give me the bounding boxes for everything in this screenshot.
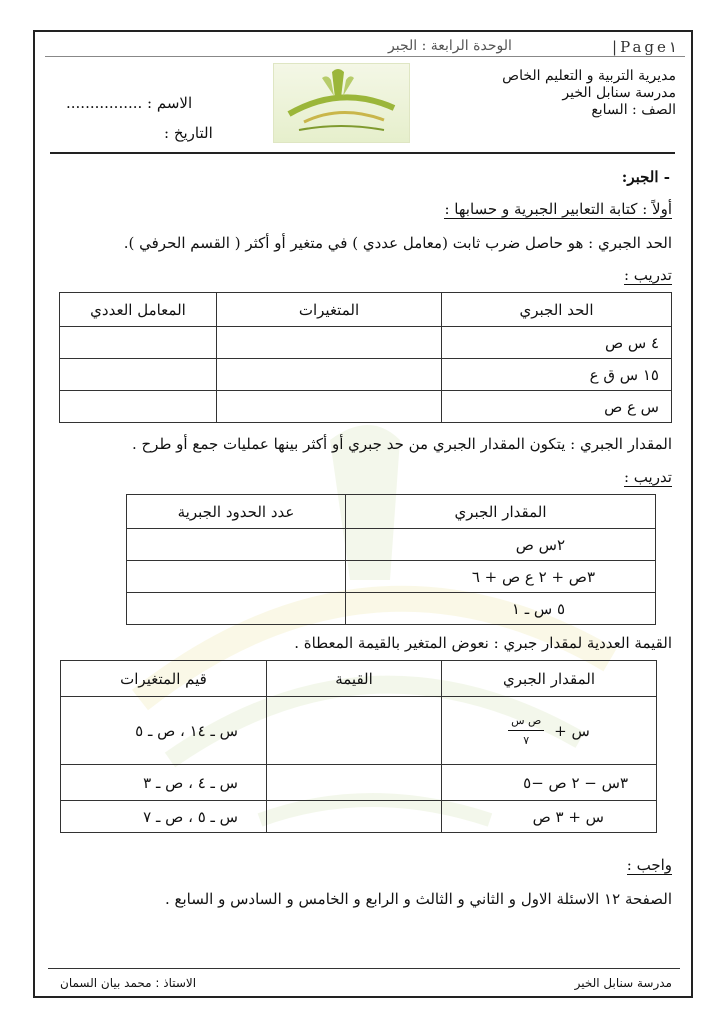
table-row [61,697,657,765]
school-name-line: مدرسة سنابل الخير [562,85,676,101]
exercise1-label: تدريب : [623,266,672,284]
header-expression: المقدار الجبري [442,661,657,697]
expression-definition: المقدار الجبري : يتكون المقدار الجبري من حد جبري أو أكثر بينها عمليات جمع أو طرح . [131,435,672,453]
table-row [127,593,656,625]
term-cell: س ع ص [442,391,672,423]
table-header-row [61,661,657,697]
table-row [60,359,672,391]
variables-cell[interactable] [217,359,442,391]
term-count-cell[interactable] [127,529,346,561]
variable-values-cell: س ـ ٤ ، ص ـ ٣ [61,765,267,801]
expression-cell: ٣س − ٢ ص −٥ [442,765,657,801]
header-coefficient: المعامل العددي [60,293,217,327]
algebraic-terms-table [59,292,672,423]
value-cell[interactable] [267,765,442,801]
page-label: Page [620,38,669,56]
variable-values-cell: س ـ ١٤ ، ص ـ ٥ [61,697,267,765]
header-variable-values: قيم المتغيرات [61,661,267,697]
unit-title: الوحدة الرابعة : الجبر [388,38,512,54]
section-divider [50,152,675,154]
page-number-label: |Page١ [612,38,677,56]
expression-cell [442,697,657,765]
first-heading: أولاً : كتابة التعابير الجبرية و حسابها : [444,200,672,218]
header-expression: المقدار الجبري [346,495,656,529]
term-count-cell[interactable] [127,561,346,593]
footer-school: مدرسة سنابل الخير [574,976,672,990]
page-number: ١ [668,38,677,56]
fraction-bar [508,730,544,731]
expression-cell: س + ٣ ص [442,801,657,833]
table-row [61,801,657,833]
fraction [508,714,544,747]
header-value: القيمة [267,661,442,697]
footer-divider [48,968,680,969]
expression-prefix: س + [554,721,590,740]
table-row [127,529,656,561]
directorate-line: مديرية التربية و التعليم الخاص [502,68,676,84]
expression-cell: ٢س ص [346,529,656,561]
fraction-denominator: ٧ [523,734,530,747]
value-definition: القيمة العددية لمقدار جبري : نعوض المتغير بالقيمة المعطاة . [294,634,672,652]
table-row [61,765,657,801]
term-definition: الحد الجبري : هو حاصل ضرب ثابت (معامل عددي ) في متغير أو أكثر ( القسم الحرفي ). [123,234,672,252]
exercise2-label: تدريب : [623,468,672,486]
table-header-row [127,495,656,529]
algebraic-expressions-table [126,494,656,625]
numerical-value-table [60,660,657,833]
table-row [127,561,656,593]
school-info [502,68,676,119]
wheat-logo-icon [274,64,409,142]
header-term-count: عدد الحدود الجبرية [127,495,346,529]
student-name-label: الاسم : ................ [66,94,193,112]
variables-cell[interactable] [217,327,442,359]
expression-cell: ٥ س ـ ١ [346,593,656,625]
coefficient-cell[interactable] [60,327,217,359]
term-cell: ١٥ س ق ع [442,359,672,391]
homework-label: واجب : [626,856,672,874]
coefficient-cell[interactable] [60,391,217,423]
table-row [60,327,672,359]
grade-line: الصف : السابع [591,102,676,118]
variable-values-cell: س ـ ٥ ، ص ـ ٧ [61,801,267,833]
fraction-numerator: ص س [511,714,542,727]
header-divider [45,56,685,57]
header-variables: المتغيرات [217,293,442,327]
table-row [60,391,672,423]
date-label: التاريخ : [164,124,213,142]
header-term: الحد الجبري [442,293,672,327]
fraction-expression [454,714,644,747]
expression-cell: ٣ص + ٢ ع ص + ٦ [346,561,656,593]
variables-cell[interactable] [217,391,442,423]
coefficient-cell[interactable] [60,359,217,391]
value-cell[interactable] [267,697,442,765]
footer-teacher: الاستاذ : محمد بيان السمان [60,976,197,990]
homework-text: الصفحة ١٢ الاسئلة الاول و الثاني و الثالث و الرابع و الخامس و السادس و السابع . [164,890,672,908]
topic-heading: - الجبر: [621,168,670,186]
term-cell: ٤ س ص [442,327,672,359]
table-header-row [60,293,672,327]
term-count-cell[interactable] [127,593,346,625]
value-cell[interactable] [267,801,442,833]
school-logo [273,63,410,143]
